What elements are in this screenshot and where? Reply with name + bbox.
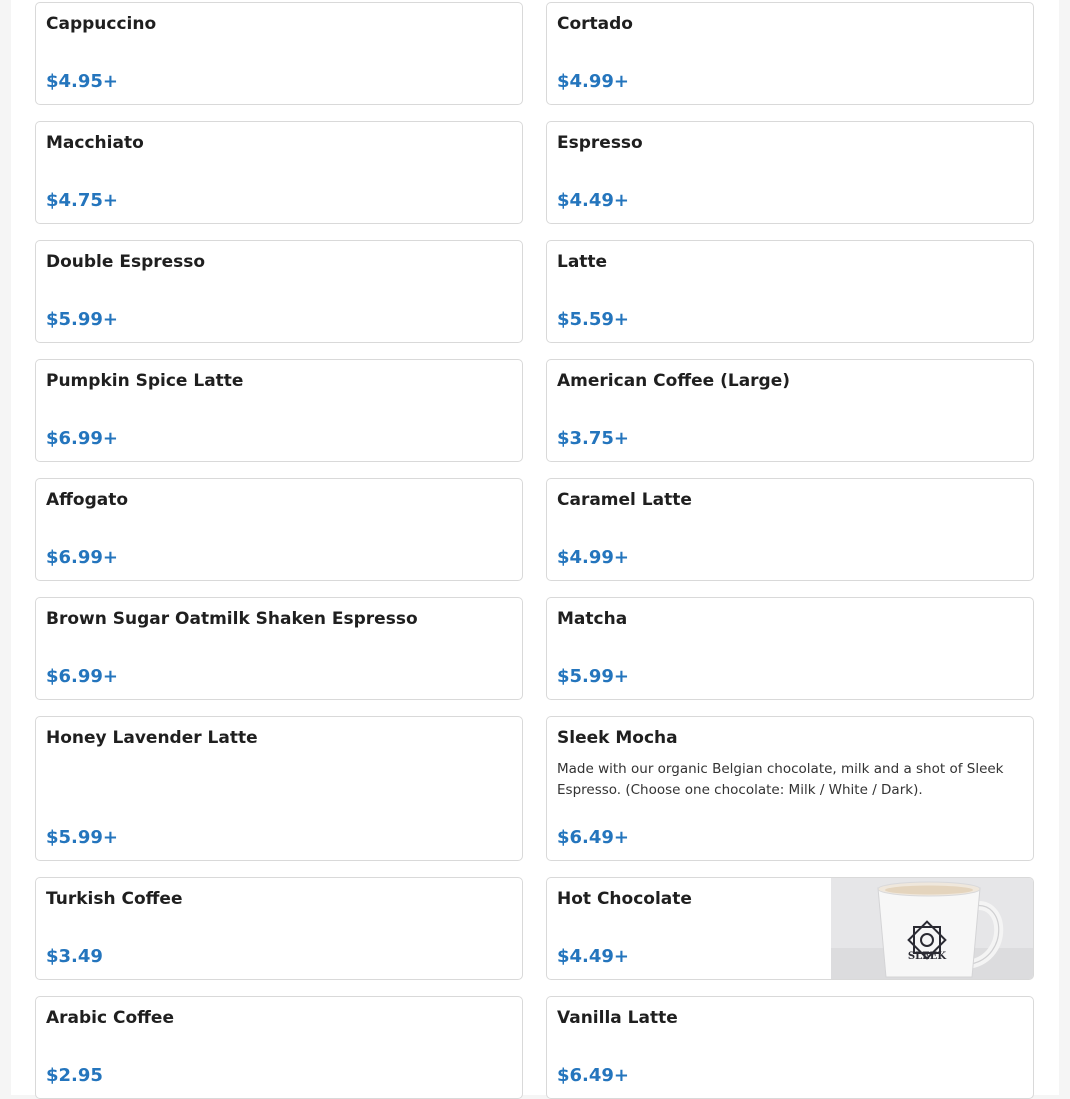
item-price: $3.49 [46,946,103,967]
item-name: Double Espresso [46,252,206,272]
item-name: Brown Sugar Oatmilk Shaken Espresso [46,609,418,629]
item-price: $5.99+ [46,309,119,330]
item-name: Turkish Coffee [46,889,183,909]
item-price: $6.49+ [557,827,630,848]
item-price: $5.99+ [557,666,630,687]
item-price: $4.99+ [557,71,630,92]
menu-item-card[interactable] [35,716,523,861]
item-image [831,878,1033,979]
item-price: $5.59+ [557,309,630,330]
item-price: $3.75+ [557,428,630,449]
menu-item-card[interactable] [35,121,523,224]
menu-item-card[interactable] [35,359,523,462]
item-price: $2.95 [46,1065,103,1086]
svg-text:SLEEK: SLEEK [907,951,947,962]
item-name: Hot Chocolate [557,889,692,909]
menu-item-card[interactable] [546,2,1034,105]
item-name: Matcha [557,609,628,629]
menu-item-card[interactable] [546,478,1034,581]
item-price: $4.49+ [557,190,630,211]
item-name: Cortado [557,14,633,34]
item-name: Affogato [46,490,129,510]
item-name: Espresso [557,133,643,153]
menu-item-card[interactable] [35,478,523,581]
menu-item-card[interactable] [546,996,1034,1099]
item-price: $4.99+ [557,547,630,568]
menu-item-card[interactable] [35,240,523,343]
item-price: $4.49+ [557,946,630,967]
item-name: Macchiato [46,133,144,153]
menu-grid [35,2,1034,1099]
item-name: Honey Lavender Latte [46,728,258,748]
mug-illustration [831,878,1033,979]
menu-item-card[interactable] [35,597,523,700]
item-name: Pumpkin Spice Latte [46,371,244,391]
item-price: $6.99+ [46,666,119,687]
item-price: $6.49+ [557,1065,630,1086]
menu-item-card[interactable] [546,121,1034,224]
item-price: $5.99+ [46,827,119,848]
menu-item-card[interactable] [546,240,1034,343]
item-name: Latte [557,252,608,272]
item-price: $4.75+ [46,190,119,211]
item-price: $6.99+ [46,547,119,568]
item-price: $6.99+ [46,428,119,449]
menu-item-card[interactable] [35,2,523,105]
item-name: American Coffee (Large) [557,371,791,391]
menu-item-card[interactable] [546,597,1034,700]
menu-item-card[interactable] [546,877,1034,980]
item-name: Cappuccino [46,14,157,34]
menu-item-card[interactable] [35,877,523,980]
item-price: $4.95+ [46,71,119,92]
item-name: Vanilla Latte [557,1008,678,1028]
menu-item-card[interactable] [546,716,1034,861]
item-description: Made with our organic Belgian chocolate, milk and a shot of Sleek Espresso. (Choose one chocolate: Milk / White / Dark). [557,761,1004,798]
item-name: Caramel Latte [557,490,692,510]
menu-item-card[interactable] [546,359,1034,462]
menu-item-card[interactable] [35,996,523,1099]
menu-page [11,0,1059,1095]
item-name: Arabic Coffee [46,1008,174,1028]
item-name: Sleek Mocha [557,728,678,748]
